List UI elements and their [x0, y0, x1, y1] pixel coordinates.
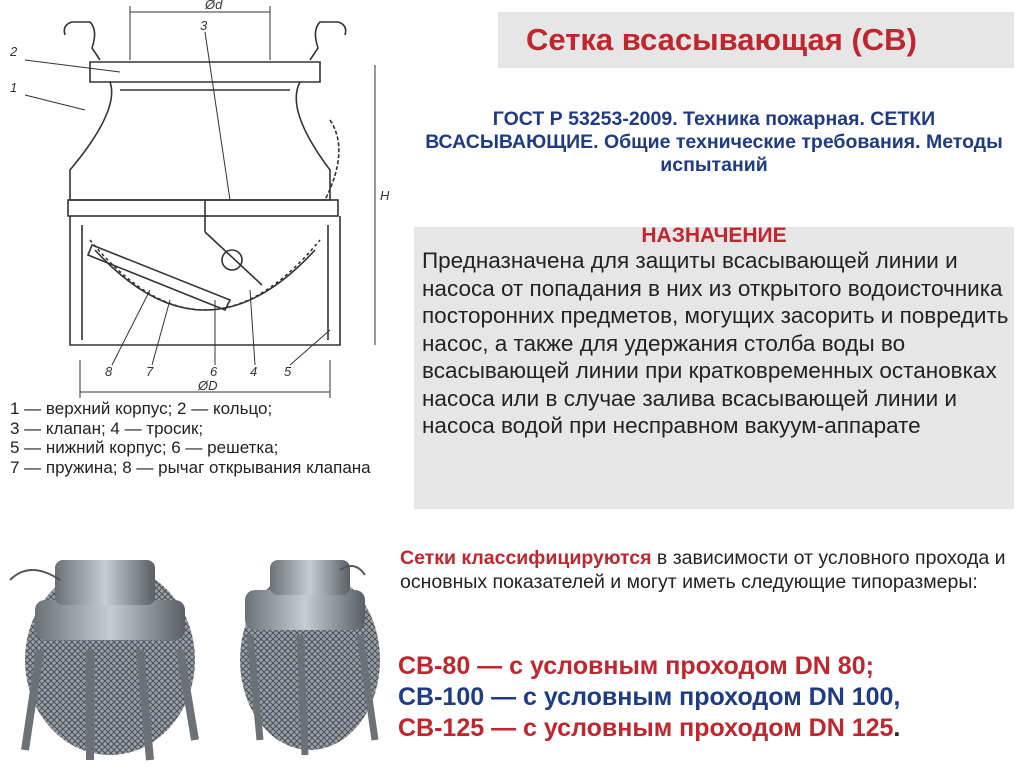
- gost-reference: ГОСТ Р 53253-2009. Техника пожарная. СЕТКИ ВСАСЫВАЮЩИЕ. Общие технические требования. Методы испытаний: [425, 108, 1003, 176]
- size-list: [398, 651, 1018, 744]
- classification-text: [400, 546, 1020, 594]
- callout-2: 2: [10, 44, 18, 59]
- diameter-d-label: Ød: [205, 0, 223, 12]
- purpose-panel: [414, 224, 1014, 509]
- callout-6: 6: [210, 364, 218, 379]
- diameter-D-label: ØD: [198, 378, 218, 393]
- suction-strainer-drawing: [0, 0, 410, 400]
- size-sv125-end: .: [893, 714, 901, 742]
- strainer-photo-small: [240, 560, 380, 755]
- coupling-claw-left: [64, 22, 100, 60]
- height-label: H: [380, 188, 390, 203]
- callout-8: 8: [105, 364, 113, 379]
- size-sv125: СВ-125 — с условным проходом DN 125: [398, 714, 894, 742]
- legend-line: 1 — верхний корпус; 2 — кольцо;: [10, 399, 273, 418]
- callout-5: 5: [284, 364, 292, 379]
- title-banner: [498, 12, 1014, 68]
- classification-lead: Сетки классифицируются: [400, 547, 652, 569]
- callout-4: 4: [250, 364, 258, 379]
- purpose-heading: НАЗНАЧЕНИЕ: [641, 224, 787, 247]
- strainer-photo-large: [10, 560, 195, 760]
- callout-3: 3: [200, 18, 208, 33]
- parts-legend: [10, 399, 390, 477]
- page-title: Сетка всасывающая (СВ): [526, 22, 917, 57]
- legend-line: 7 — пружина; 8 — рычаг открывания клапана: [10, 457, 371, 477]
- callout-7: 7: [146, 364, 154, 379]
- legend-line: 5 — нижний корпус; 6 — решетка;: [10, 438, 279, 457]
- coupling-claw-right: [310, 22, 346, 60]
- classification-rest: в зависимости от условного прохода и основных показателей и могут иметь следующие типоразмеры:: [400, 547, 1006, 593]
- legend-line: 3 — клапан; 4 — тросик;: [10, 418, 204, 438]
- purpose-text: Предназначена для защиты всасывающей линии и насоса от попадания в них из открытого водоисточника посторонних предметов, могущих засорить и повредить насос, а также для удержания столба воды во всасывающей линии при кратковременных остановках насоса или в случае залива всасывающей линии и насоса водой при несправном вакуум-аппарате: [422, 248, 1009, 438]
- size-sv100: СВ-100 — с условным проходом DN 100,: [398, 683, 901, 711]
- size-sv80: СВ-80 — с условным проходом DN 80;: [398, 652, 874, 680]
- callout-1: 1: [10, 80, 18, 95]
- strainer-photos: [0, 540, 390, 767]
